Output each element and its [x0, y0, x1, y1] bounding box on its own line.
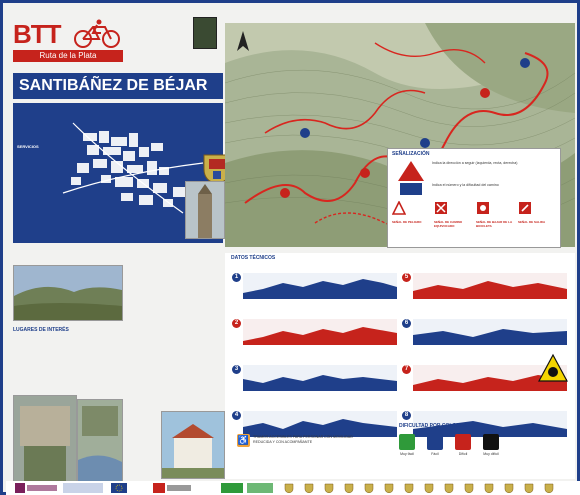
profile-number: 2: [232, 319, 241, 328]
village-photo: [13, 395, 77, 487]
difficulty-swatch-easy: [427, 434, 443, 450]
elevation-profile-chart: [243, 319, 397, 345]
difficulty-swatch-hard: [455, 434, 471, 450]
elevation-profile-chart: [413, 319, 567, 345]
btt-logo-subtitle: Ruta de la Plata: [13, 50, 123, 62]
signage-note-bottom: Indica el número y la dificultad del camino: [432, 183, 499, 187]
signage-note-top: Indica la dirección a seguir (izquierda, recta, derecha): [432, 161, 518, 165]
profile-1: [231, 263, 399, 301]
sign-label: SEÑAL DE PELIGRO: [392, 220, 422, 224]
sign-label: SEÑAL DE BAJAR DE LA BICICLETA: [476, 220, 513, 228]
difficulty-label: Muy difícil: [483, 452, 499, 456]
signage-title: SEÑALIZACIÓN: [392, 151, 430, 157]
page-title: SANTIBÁÑEZ DE BÉJAR: [13, 73, 223, 99]
river-photo: [77, 399, 123, 485]
btt-logo: [13, 19, 123, 63]
difficulty-label: Fácil: [431, 452, 439, 456]
interest-heading: LUGARES DE INTERÉS: [13, 327, 69, 333]
feader-logo-icon: [153, 483, 193, 493]
profile-2: [231, 309, 399, 347]
profile-number: 3: [232, 365, 241, 374]
profile-number: 1: [232, 273, 241, 282]
profile-number: 6: [402, 319, 411, 328]
municipal-shields-icon: [281, 483, 571, 493]
sign-label: SEÑAL DE SALIDA: [518, 220, 546, 224]
junta-castilla-leon-logo-icon: [15, 483, 59, 493]
danger-sign-icon: [392, 201, 406, 215]
elevation-profile-chart: [243, 273, 397, 299]
profile-number: 4: [232, 411, 241, 420]
hermitage-photo: [161, 411, 225, 479]
sign-danger: [392, 201, 430, 224]
trail-badge: [193, 17, 217, 49]
difficulty-label: Muy fácil: [400, 452, 414, 456]
green-leaf-logo-icon: [221, 483, 243, 493]
profile-6: [401, 309, 569, 347]
bicycle-icon: [71, 19, 123, 49]
profile-5: [401, 263, 569, 301]
elevation-profile-chart: [243, 365, 397, 391]
services-legend: [17, 145, 65, 152]
church-tower-photo: [185, 181, 225, 239]
sign-dismount: [476, 201, 514, 228]
profile-3: [231, 355, 399, 393]
difficulty-swatch-very-easy: [399, 434, 415, 450]
accessibility-text: TRAMOS ACCESIBLES PARA PERSONAS CON MOVILIDAD REDUCIDA Y CON ACOMPAÑANTE: [253, 435, 353, 444]
elevation-profile-chart: [243, 411, 397, 437]
profile-number: 8: [402, 411, 411, 420]
sign-start: [518, 201, 556, 224]
signage-legend: [387, 148, 561, 248]
profile-number: 5: [402, 273, 411, 282]
eu-flag-icon: [111, 483, 127, 493]
adriss-logo-icon: [247, 483, 273, 493]
landscape-photo: [13, 265, 123, 321]
difficulty-triangle-icon: [537, 353, 569, 383]
wrong-way-sign-icon: [434, 201, 448, 215]
dismount-sign-icon: [476, 201, 490, 215]
north-arrow-icon: [235, 31, 251, 53]
btt-logo-text: BTT: [13, 19, 61, 49]
profile-4: [231, 401, 399, 439]
sign-label: SEÑAL DE CAMINO EQUIVOCADO: [434, 220, 463, 228]
elevation-profile-chart: [413, 273, 567, 299]
sign-wrong-way: [434, 201, 472, 228]
sign-types: [392, 201, 556, 245]
accessibility-icon: ♿: [237, 435, 250, 445]
difficulty-title: DIFICULTAD POR COLORES: [399, 423, 467, 429]
profile-number: 7: [402, 365, 411, 374]
rural-development-logo-icon: [63, 483, 103, 493]
direction-sign-icon: [396, 159, 426, 197]
start-sign-icon: [518, 201, 532, 215]
difficulty-label: Difícil: [458, 452, 468, 456]
tech-heading: DATOS TÉCNICOS: [231, 255, 276, 261]
difficulty-swatch-very-hard: [483, 434, 499, 450]
services-heading: SERVICIOS: [17, 144, 39, 149]
